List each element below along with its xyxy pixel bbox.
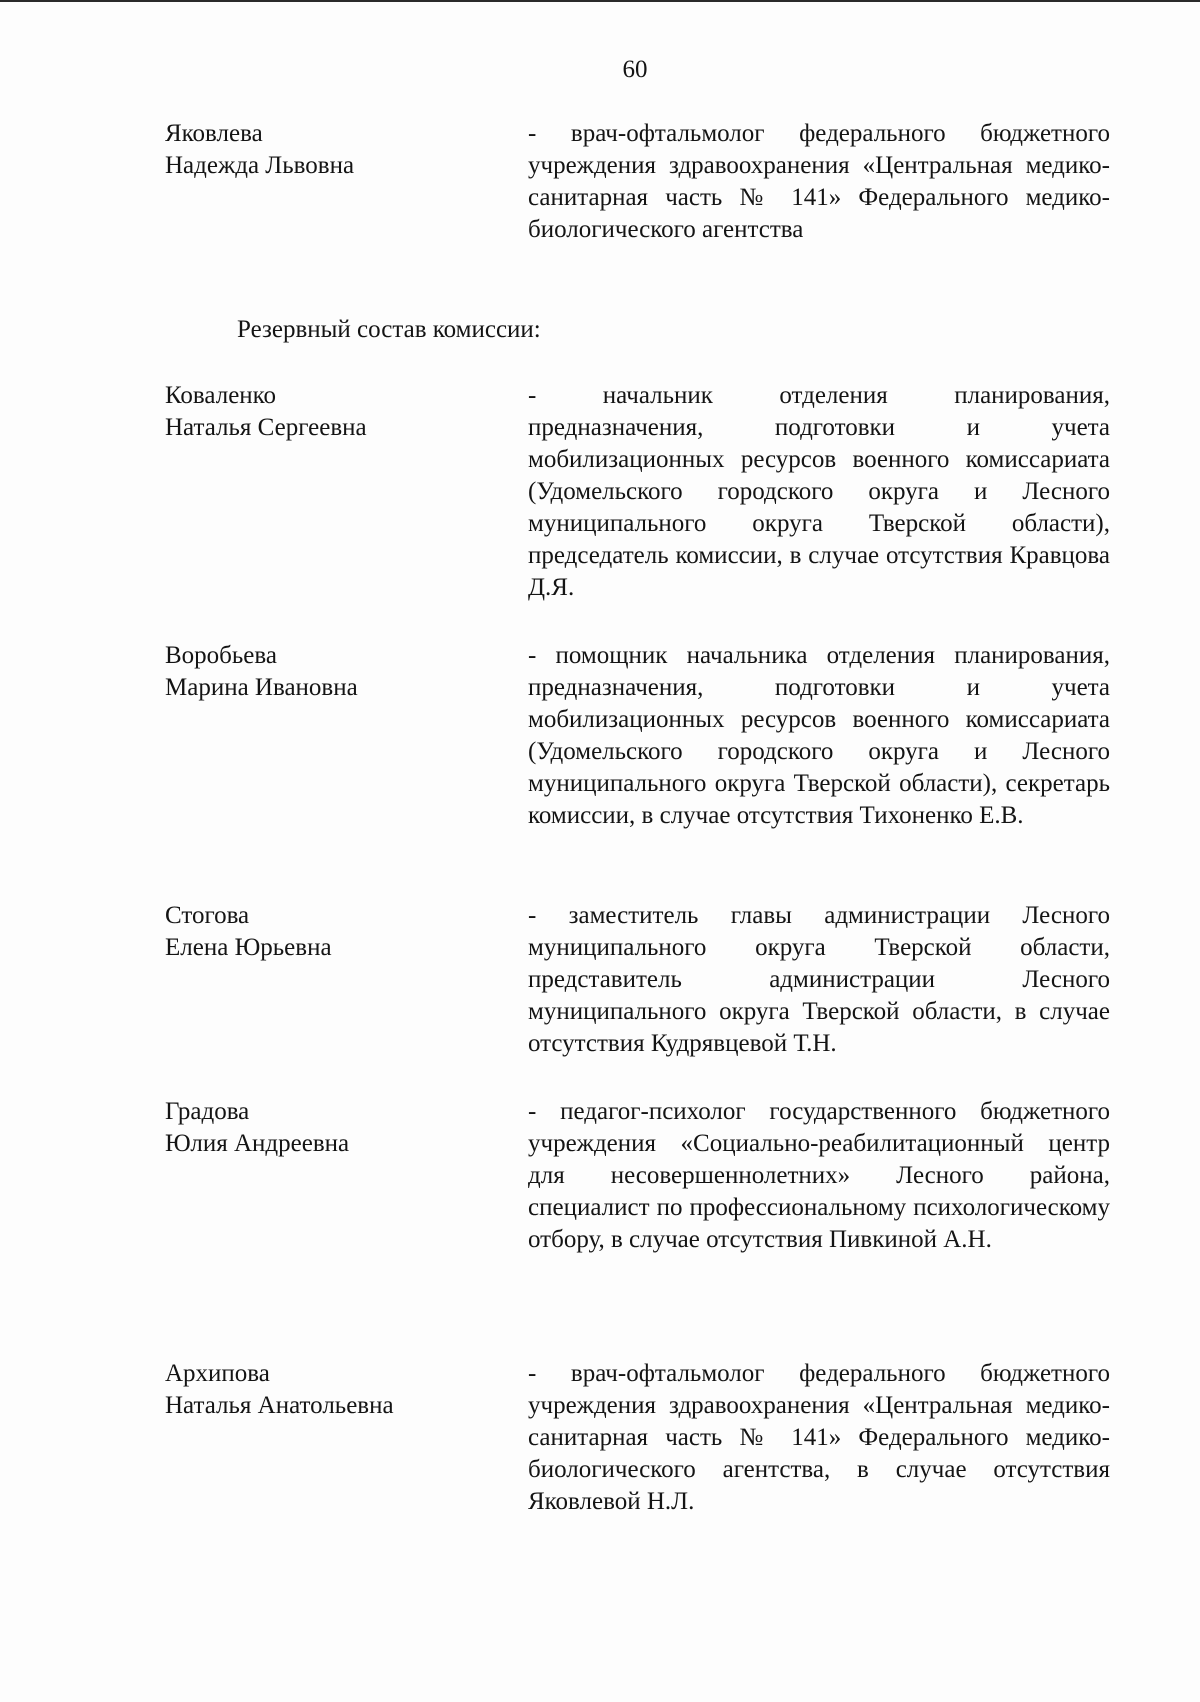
member-surname: Коваленко [165, 382, 277, 409]
reserve-section-heading: Резервный состав комиссии: [237, 316, 541, 343]
member-description: - помощник начальника отделения планирования, предназначения, подготовки и учета мобилизационных ресурсов военного комиссариата (Удомельского городского округа и Лесного муниципального округа Тверской области), секретарь комиссии, в случае отсутствия Тихоненко Е.В. [528, 642, 1110, 829]
member-surname: Яковлева [165, 120, 263, 147]
member-surname: Архипова [165, 1360, 270, 1387]
member-name [165, 640, 495, 704]
member-description: - педагог-психолог государственного бюджетного учреждения «Социально-реабилитационный центр для несовершеннолетних» Лесного района, специалист по профессиональному психологическому отбору, в случае отсутствия Пивкиной А.Н. [528, 1098, 1110, 1253]
member-name [165, 1358, 495, 1422]
member-description: - начальник отделения планирования, предназначения, подготовки и учета мобилизационных ресурсов военного комиссариата (Удомельского городского округа и Лесного муниципального округа Тверской области), председатель комиссии, в случае отсутствия Кравцова Д.Я. [528, 382, 1110, 601]
member-surname: Градова [165, 1098, 250, 1125]
member-name [165, 380, 495, 444]
member-given-names: Марина Ивановна [165, 674, 358, 701]
member-given-names: Наталья Анатольевна [165, 1392, 394, 1419]
top-border-line [0, 0, 1200, 2]
member-description: - врач-офтальмолог федерального бюджетного учреждения здравоохранения «Центральная медико-санитарная часть № 141» Федерального медико-биологического агентства, в случае отсутствия Яковлевой Н.Л. [528, 1360, 1110, 1515]
member-given-names: Надежда Львовна [165, 152, 355, 179]
member-given-names: Юлия Андреевна [165, 1130, 350, 1157]
member-name [165, 1096, 495, 1160]
page-number: 60 [622, 56, 648, 83]
member-surname: Воробьева [165, 642, 277, 669]
member-surname: Стогова [165, 902, 250, 929]
member-name [165, 900, 495, 964]
member-description: - врач-офтальмолог федерального бюджетного учреждения здравоохранения «Центральная медико-санитарная часть № 141» Федерального медико-биологического агентства [528, 120, 1110, 243]
member-given-names: Елена Юрьевна [165, 934, 332, 961]
member-description: - заместитель главы администрации Лесного муниципального округа Тверской области, представитель администрации Лесного муниципального округа Тверской области, в случае отсутствия Кудрявцевой Т.Н. [528, 902, 1110, 1057]
member-name [165, 118, 495, 182]
member-given-names: Наталья Сергеевна [165, 414, 367, 441]
